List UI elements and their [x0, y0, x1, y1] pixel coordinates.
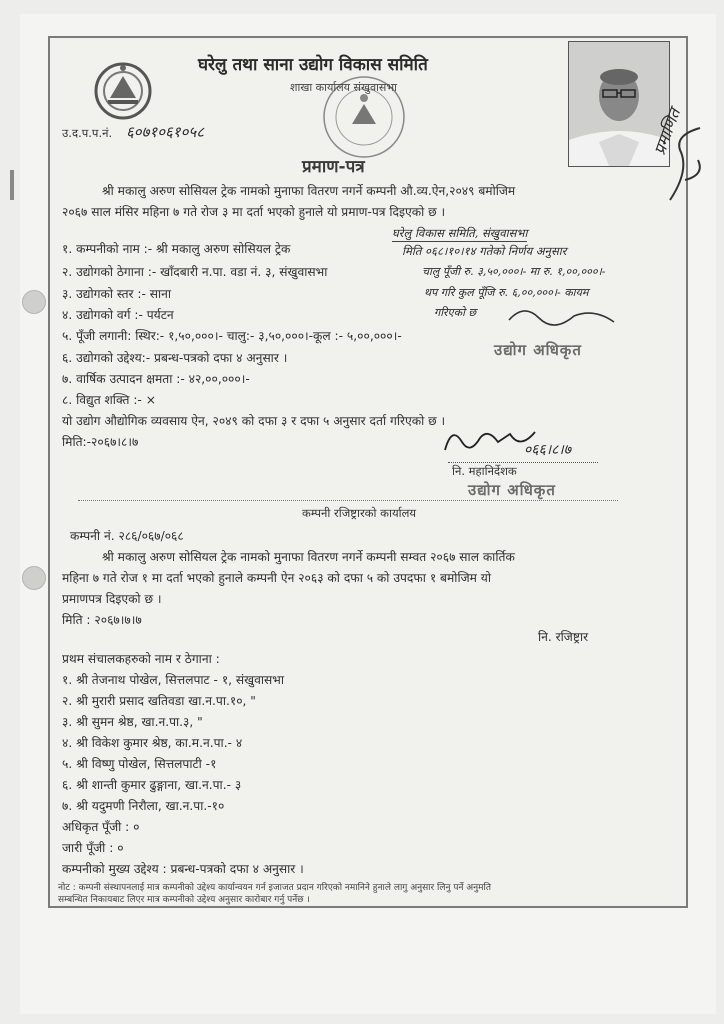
nepal-emblem-icon	[92, 58, 154, 124]
annotation-line-3: चालु पूँजी रु. ३,५०,०००।- मा रु. १,००,०००।-	[422, 265, 606, 278]
director-1: १. श्री तेजनाथ पोखेल, सित्तलपाट - १, संखुवासभा	[62, 673, 285, 687]
company-number: कम्पनी नं. २८६/०६७/०६८	[70, 529, 184, 543]
reg-label: उ.द.प.प.नं.	[62, 126, 113, 140]
signature-line	[448, 462, 598, 463]
binder-mark	[10, 170, 14, 200]
director-title: नि. महानिर्देशक	[452, 464, 517, 478]
field-address: २. उद्योगको ठेगाना :- खाँदबारी न.पा. वडा नं. ३, संखुवासभा	[62, 265, 328, 279]
authorized-capital: अधिकृत पूँजी : ०	[62, 820, 140, 834]
director-5: ५. श्री विष्णु पोखेल, सित्तलपाटी -१	[62, 757, 217, 771]
branch-office: शाखा कार्यालय संखुवासभा	[290, 81, 397, 94]
company-date: मिति : २०६७।७।७	[62, 613, 142, 627]
officer-stamp-1: उद्योग अधिकृत	[494, 341, 582, 359]
intro-line-1: श्री मकालु अरुण सोसियल ट्रेक नामको मुनाफा वितरण नगर्ने कम्पनी औ.व्य.ऐन,२०४९ बमोजिम	[102, 184, 516, 198]
margin-note: प्रमाणित	[649, 105, 685, 158]
company-body-line-1: श्री मकालु अरुण सोसियल ट्रेक नामको मुनाफा वितरण नगर्ने कम्पनी सम्वत २०६७ साल कार्तिक	[102, 550, 515, 564]
field-power: ८. विद्युत शक्ति :- ×	[62, 393, 156, 407]
director-2: २. श्री मुरारी प्रसाद खतिवडा खा.न.पा.१०, "	[62, 694, 256, 708]
punch-hole-top	[22, 290, 46, 314]
director-6: ६. श्री शान्ती कुमार ढुङ्गाना, खा.न.पा.- ३	[62, 778, 242, 792]
annotation-line-4: थप गरि कुल पूँजि रु. ६,००,०००।- कायम	[424, 286, 589, 299]
annotation-line-2: मिति ०६८।१०।१४ गतेको निर्णय अनुसार	[402, 244, 567, 258]
company-objective: कम्पनीको मुख्य उद्देश्य : प्रबन्ध-पत्रको दफा ४ अनुसार ।	[62, 862, 304, 876]
annotation-line-5: गरिएको छ	[434, 306, 477, 319]
field-level: ३. उद्योगको स्तर :- साना	[62, 287, 172, 301]
field-category: ४. उद्योगको वर्ग :- पर्यटन	[62, 308, 174, 322]
field-capacity: ७. वार्षिक उत्पादन क्षमता :- ४२,००,०००।-	[62, 372, 250, 386]
section-divider	[78, 500, 618, 501]
legal-text: यो उद्योग औद्योगिक व्यवसाय ऐन, २०४९ को दफा ३ र दफा ५ अनुसार दर्ता गरिएको छ ।	[62, 414, 446, 428]
annotation-line-1: घरेलु विकास समिति, संखुवासभा	[392, 226, 528, 240]
field-capital: ५. पूँजी लगानी: स्थिर:- १,५०,०००।- चालु:- ३,५०,०००।-कूल :- ५,००,०००।-	[62, 329, 402, 343]
certificate-date: मिति:-२०६७।८।७	[62, 435, 139, 449]
company-body-line-3: प्रमाणपत्र दिइएको छ ।	[62, 592, 162, 606]
registrar-office-title: कम्पनी रजिष्ट्रारको कार्यालय	[302, 506, 417, 520]
signature-date: ०६६।८।७	[524, 442, 572, 458]
note-line-1: नोट : कम्पनी संस्थापनलाई मात्र कम्पनीको उद्देश्य कार्यान्वयन गर्न इजाजत प्रदान गरिएको नमानिने हुनाले लागु अनुसार लिनु पर्ने अनुमति	[58, 883, 492, 893]
punch-hole-bottom	[22, 566, 46, 590]
margin-signature	[660, 120, 712, 210]
company-body-line-2: महिना ७ गते रोज १ मा दर्ता भएको हुनाले कम्पनी ऐन २०६३ को दफा ५ को उपदफा १ बमोजिम यो	[62, 571, 492, 585]
director-3: ३. श्री सुमन श्रेष्ठ, खा.न.पा.३, "	[62, 715, 203, 729]
director-4: ४. श्री विकेश कुमार श्रेष्ठ, का.म.न.पा.- ४	[62, 736, 243, 750]
reg-number: ६०७१०६१०५८	[126, 123, 205, 141]
certificate-title: प्रमाण-पत्र	[302, 157, 365, 177]
registrar-title: नि. रजिष्ट्रार	[538, 630, 589, 644]
field-company-name: १. कम्पनीको नाम :- श्री मकालु अरुण सोसियल ट्रेक	[62, 242, 291, 256]
note-line-2: सम्बन्धित निकायबाट लिएर मात्र कम्पनीको उद्देश्य अनुसार कारोबार गर्नु पर्नेछ ।	[58, 895, 310, 905]
intro-line-2: २०६७ साल मंसिर महिना ७ गते रोज ३ मा दर्ता भएको हुनाले यो प्रमाण-पत्र दिइएको छ ।	[62, 205, 446, 219]
directors-heading: प्रथम संचालकहरुको नाम र ठेगाना :	[62, 652, 220, 666]
director-7: ७. श्री यदुमणी निरौला, खा.न.पा.-१०	[62, 799, 225, 813]
issued-capital: जारी पूँजी : ०	[62, 841, 124, 855]
annotation-signature	[504, 298, 624, 334]
officer-stamp-2: उद्योग अधिकृत	[468, 481, 556, 499]
field-objective: ६. उद्योगको उद्देश्य:- प्रबन्ध-पत्रको दफा ४ अनुसार ।	[62, 351, 288, 365]
org-title: घरेलु तथा साना उद्योग विकास समिति	[198, 55, 428, 75]
